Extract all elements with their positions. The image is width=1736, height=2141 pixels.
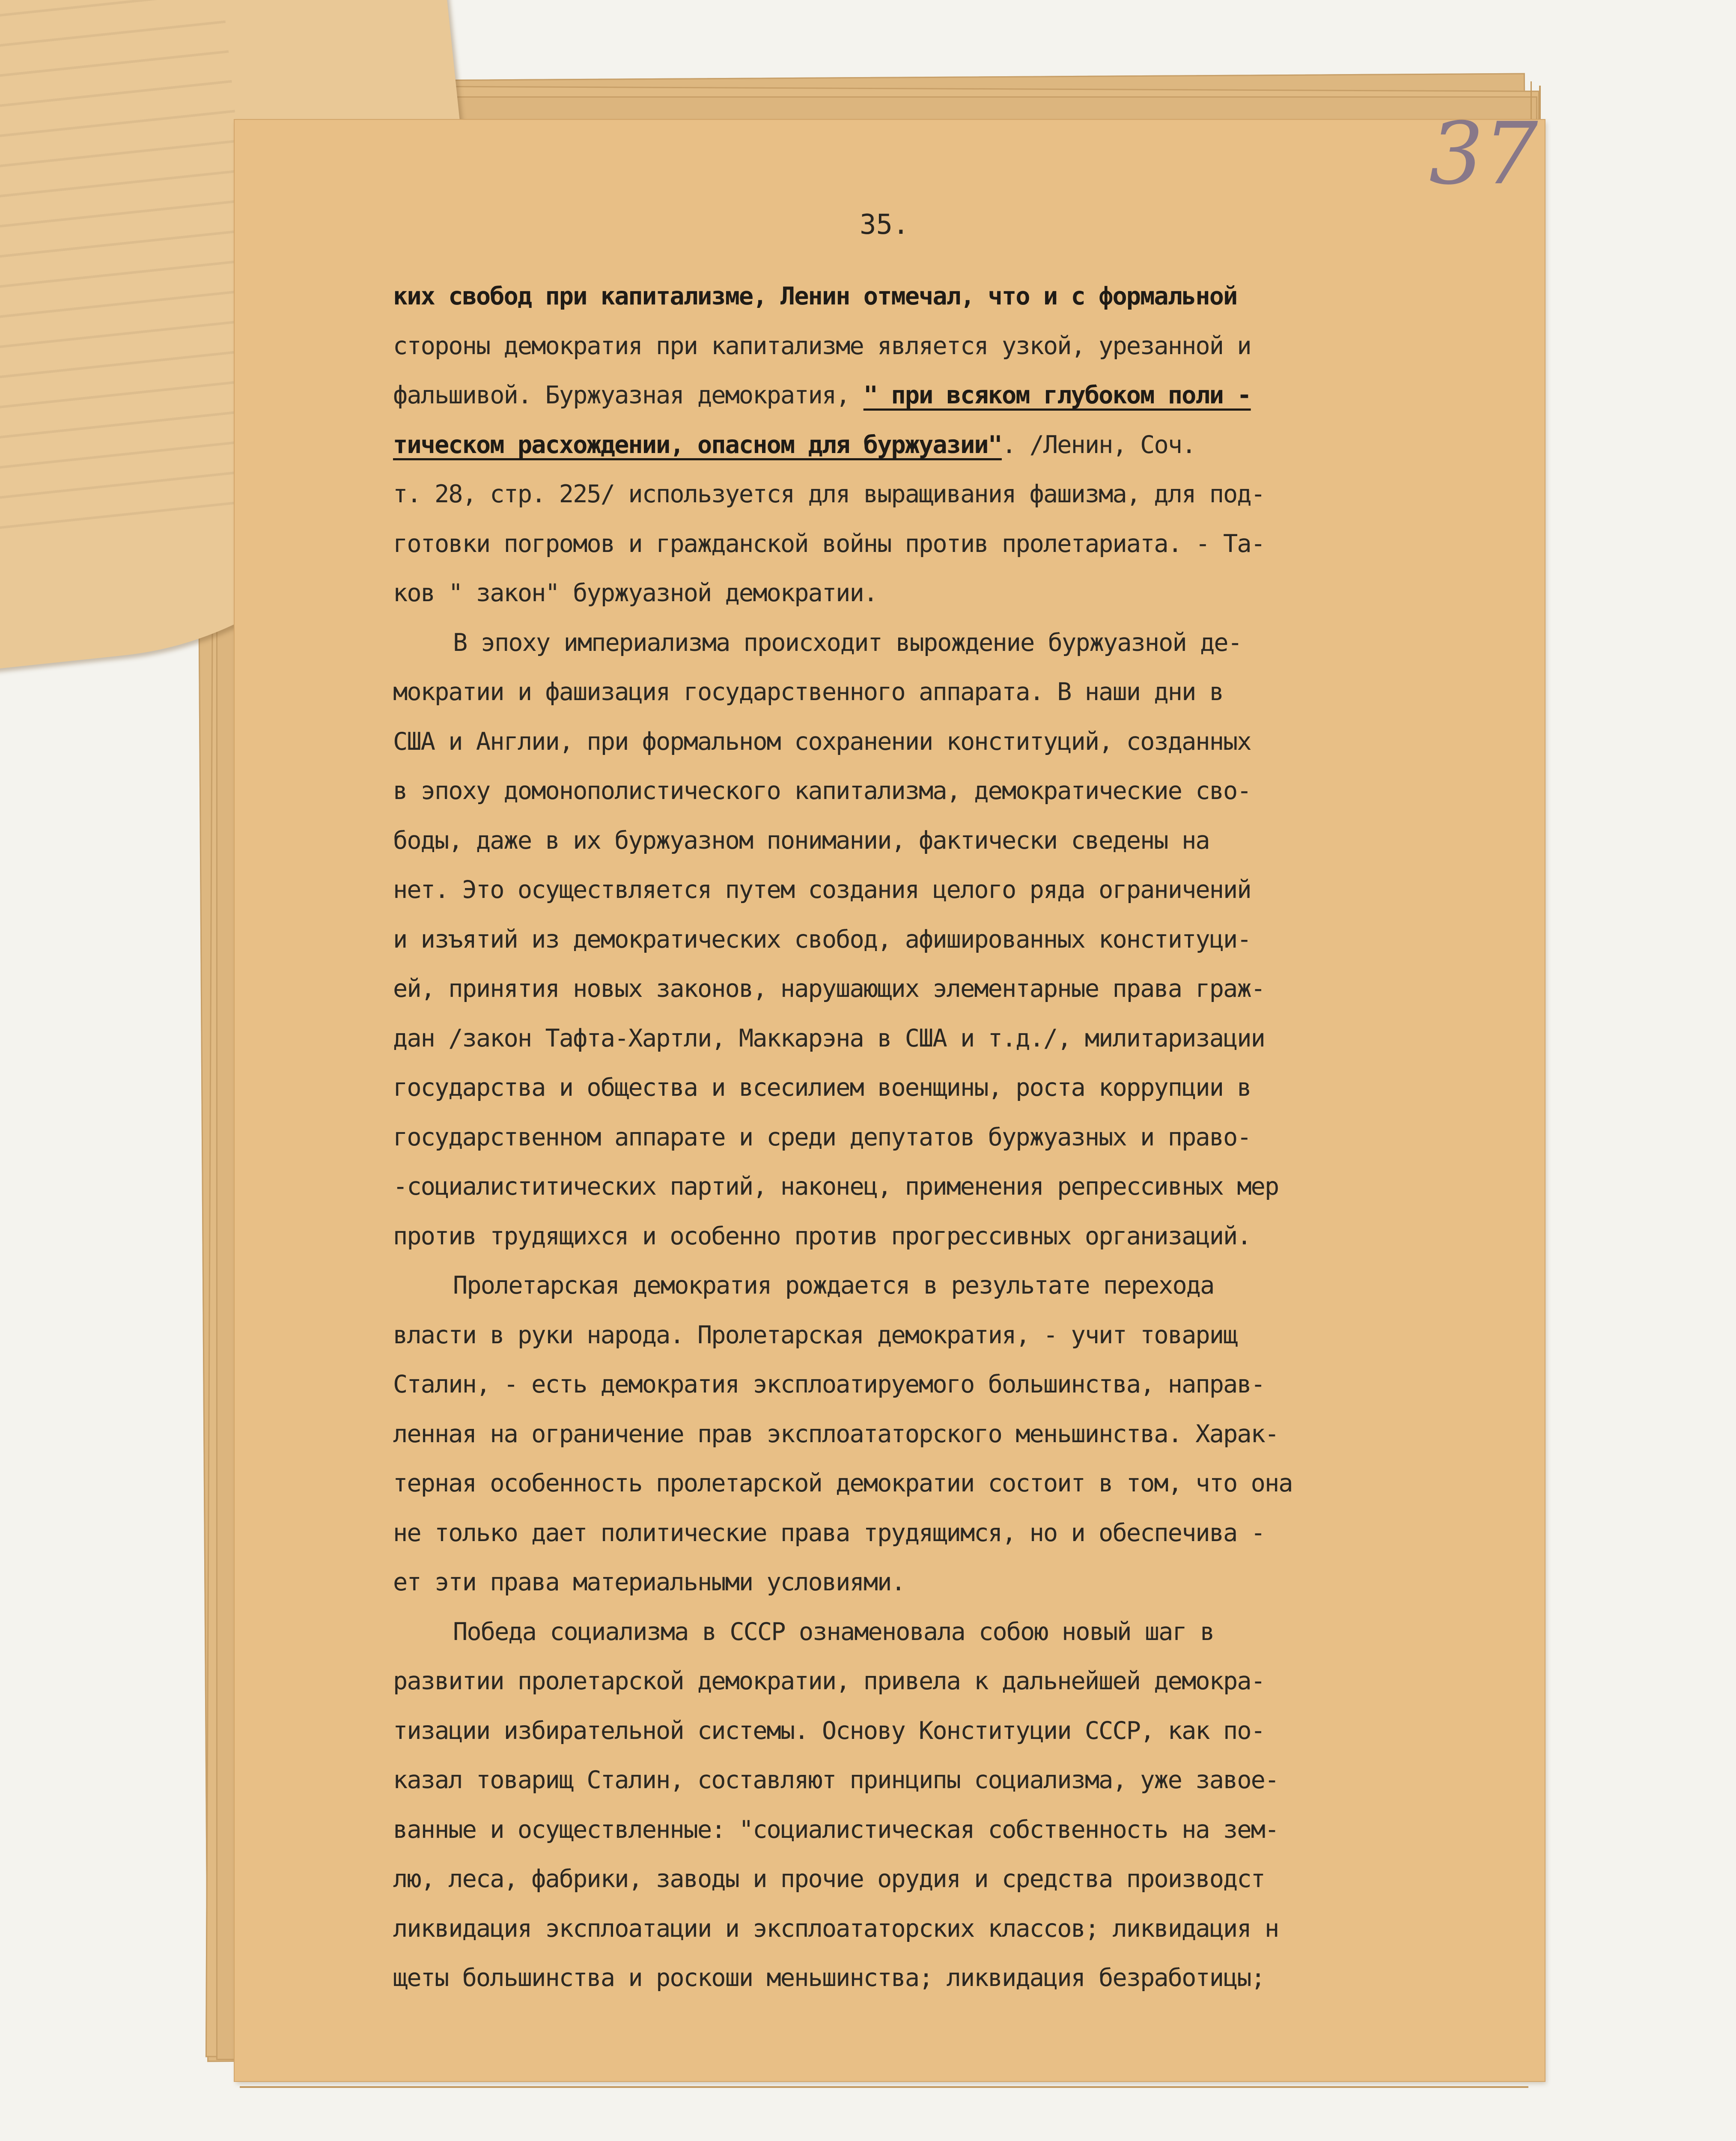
- text-line: против трудящихся и особенно против прогрессивных организаций.: [393, 1222, 1251, 1250]
- text-line: ванные и осуществленные: "социалистическая собственность на зем-: [393, 1815, 1279, 1844]
- text-line: мократии и фашизация государственного аппарата. В наши дни в: [393, 678, 1224, 706]
- text-line: ликвидация эксплоатации и эксплоататорских классов; ликвидация н: [393, 1914, 1279, 1943]
- text-line: боды, даже в их буржуазном понимании, фактически сведены на: [393, 826, 1209, 855]
- text-line: готовки погромов и гражданской войны против пролетариата. - Та-: [393, 529, 1265, 558]
- text-line: ков " закон" буржуазной демократии.: [393, 579, 878, 607]
- text-line: тизации избирательной системы. Основу Конституции СССР, как по-: [393, 1716, 1265, 1745]
- text-segment: . /Ленин, Соч.: [1001, 430, 1196, 459]
- text-line: ей, принятия новых законов, нарушающих элементарные права граж-: [393, 975, 1265, 1003]
- text-line: государства и общества и всесилием военщины, роста коррупции в: [393, 1073, 1251, 1102]
- text-line: власти в руки народа. Пролетарская демократия, - учит товарищ: [393, 1321, 1237, 1349]
- text-line: в эпоху домонополистического капитализма, демократические сво-: [393, 777, 1251, 805]
- text-line: ет эти права материальными условиями.: [393, 1568, 905, 1596]
- text-line: лю, леса, фабрики, заводы и прочие орудия и средства производст: [393, 1865, 1265, 1893]
- text-line: государственном аппарате и среди депутатов буржуазных и право-: [393, 1123, 1251, 1151]
- underlined-quote: " при всяком глубоком поли -: [863, 381, 1251, 409]
- document-body: [393, 272, 1540, 2003]
- text-line: терная особенность пролетарской демократии состоит в том, что она: [393, 1469, 1292, 1497]
- text-line: Пролетарская демократия рождается в результате перехода: [453, 1271, 1214, 1300]
- text-line: и изъятий из демократических свобод, афишированных конституци-: [393, 925, 1251, 954]
- text-line: США и Англии, при формальном сохранении конституций, созданных: [393, 727, 1251, 756]
- text-line: не только дает политические права трудящимся, но и обеспечива -: [393, 1518, 1265, 1547]
- underlined-quote: тическом расхождении, опасном для буржуазии": [393, 430, 1002, 459]
- page-edge: [240, 2086, 1528, 2088]
- typed-page: [235, 104, 1545, 2081]
- text-line: Победа социализма в СССР ознаменовала собою новый шаг в: [453, 1617, 1214, 1646]
- archive-folio-number: 37: [1429, 104, 1538, 204]
- page-number: 35.: [860, 209, 909, 241]
- text-line: т. 28, стр. 225/ используется для выращивания фашизма, для под-: [393, 480, 1265, 508]
- text-segment: фальшивой. Буржуазная демократия,: [393, 381, 864, 409]
- text-line: ких свобод при капитализме, Ленин отмечал, что и с формальной: [393, 282, 1237, 310]
- text-line: -социалиститических партий, наконец, применения репрессивных мер: [393, 1172, 1279, 1201]
- text-line: казал товарищ Сталин, составляют принципы социализма, уже завое-: [393, 1766, 1279, 1794]
- text-line: [393, 371, 1540, 420]
- text-line: нет. Это осуществляется путем создания целого ряда ограничений: [393, 876, 1251, 904]
- text-line: стороны демократия при капитализме является узкой, урезанной и: [393, 331, 1251, 360]
- text-line: [393, 420, 1540, 470]
- text-line: ленная на ограничение прав эксплоататорского меньшинства. Харак-: [393, 1419, 1279, 1448]
- text-line: дан /закон Тафта-Хартли, Маккарэна в США и т.д./, милитаризации: [393, 1024, 1265, 1053]
- text-line: Сталин, - есть демократия эксплоатируемого большинства, направ-: [393, 1370, 1265, 1399]
- text-line: развитии пролетарской демократии, привела к дальнейшей демокра-: [393, 1667, 1265, 1695]
- text-line: В эпоху империализма происходит вырождение буржуазной де-: [453, 628, 1242, 657]
- text-line: щеты большинства и роскоши меньшинства; ликвидация безработицы;: [393, 1964, 1265, 1992]
